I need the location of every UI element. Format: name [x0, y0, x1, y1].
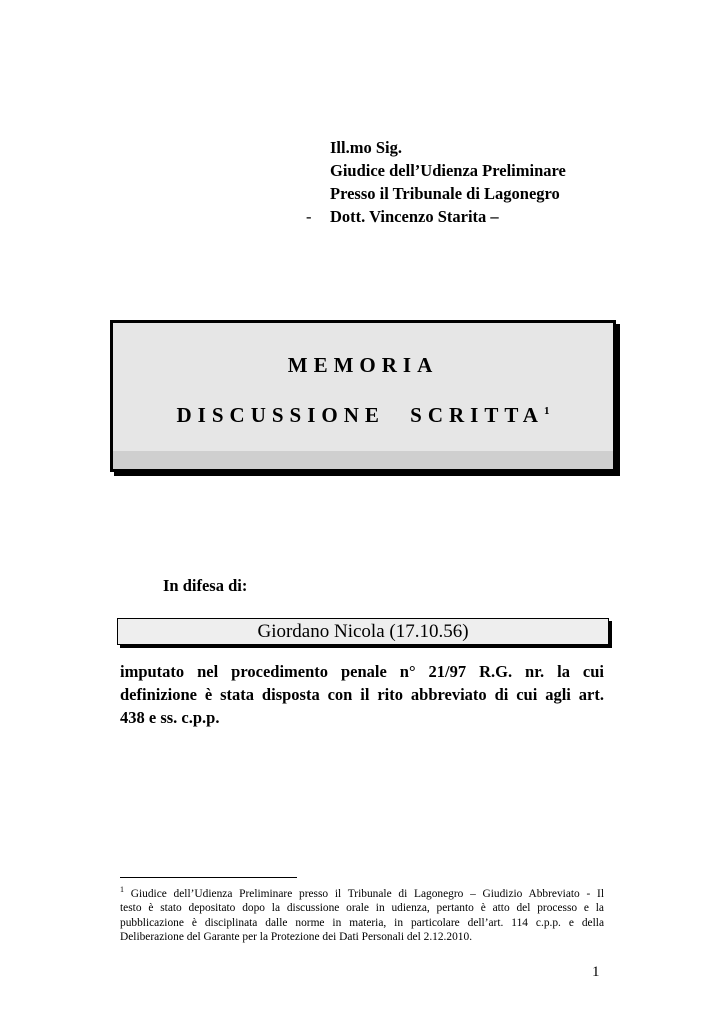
- defendant-name-box: [117, 618, 609, 645]
- document-subtitle: [113, 403, 613, 428]
- footnote: [120, 883, 604, 945]
- footnote-reference: 1: [543, 405, 550, 417]
- footnote-line: testo è stato depositato dopo la discussione orale in udienza, pertanto è atto del processo e la: [120, 902, 604, 915]
- body-paragraph: [120, 660, 604, 729]
- title-box: [110, 320, 616, 472]
- footnote-separator: [120, 877, 297, 878]
- addressee-court: Presso il Tribunale di Lagonegro: [330, 184, 560, 203]
- body-line: definizione è stata disposta con il rito abbreviato di cui agli art.: [120, 685, 604, 704]
- document-subtitle-text: DISCUSSIONE SCRITTA: [176, 403, 544, 427]
- footnote-line: Deliberazione del Garante per la Protezione dei Dati Personali del 2.12.2010.: [120, 931, 473, 944]
- addressee-salutation: Ill.mo Sig.: [330, 138, 402, 157]
- addressee-role: Giudice dell’Udienza Preliminare: [330, 161, 566, 180]
- footnote-line: pubblicazione è disciplinata dalle norme in materia, in particolare dell’art. 114 c.p.p. e della: [120, 916, 604, 929]
- defense-label: In difesa di:: [163, 576, 248, 595]
- footnote-line: [120, 883, 604, 901]
- defendant-name: Giordano Nicola (17.10.56): [257, 621, 469, 642]
- page-number: 1: [592, 964, 600, 980]
- body-line: 438 e ss. c.p.p.: [120, 708, 220, 727]
- addressee-name-line: [306, 205, 566, 228]
- addressee-dash: -: [306, 207, 312, 226]
- title-box-band: [113, 451, 613, 469]
- document-title: MEMORIA: [287, 353, 439, 377]
- addressee-name: Dott. Vincenzo Starita –: [330, 207, 499, 226]
- footnote-number: 1: [120, 885, 124, 894]
- footnote-line-text: Giudice dell’Udienza Preliminare presso il Tribunale di Lagonegro – Giudizio Abbreviato - Il: [124, 887, 604, 900]
- addressee-block: [306, 136, 566, 228]
- body-line: imputato nel procedimento penale n° 21/97 R.G. nr. la cui: [120, 662, 604, 681]
